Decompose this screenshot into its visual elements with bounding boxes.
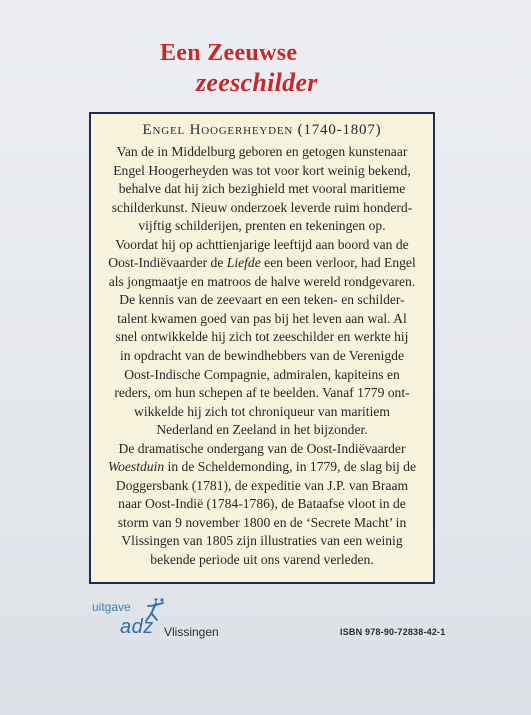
blurb-line: als jongmaatje en matroos de halve wereld rondgevaren.	[108, 273, 416, 289]
blurb-line: snel ontwikkelde hij zich tot zeeschilder en werkte hij	[115, 329, 409, 345]
blurb-line: bekende periode uit ons varend verleden.	[150, 552, 374, 568]
blurb-line: wikkelde hij zich tot chroniqueur van maritiem	[134, 403, 390, 419]
publisher-name: adz	[120, 616, 154, 638]
blurb-line: Vlissingen van 1805 zijn illustraties van een weinig	[121, 533, 403, 549]
blurb-line: Engel Hoogerheyden was tot voor kort weinig bekend,	[113, 162, 411, 178]
blurb-line: Nederland en Zeeland in het bijzonder.	[156, 422, 368, 438]
publisher-logo	[92, 596, 252, 644]
ship-name: Liefde	[226, 255, 261, 271]
publisher-prefix: uitgave	[92, 600, 131, 614]
blurb-text	[101, 143, 423, 570]
publisher-city: Vlissingen	[164, 625, 219, 639]
blurb-line: schilderkunst. Nieuw onderzoek leverde ruim honderd-	[111, 199, 413, 215]
blurb-line: talent kwamen goed van pas bij het leven aan wal. Al	[117, 310, 407, 326]
title-line-2: zeeschilder	[196, 68, 318, 97]
blurb-line: vijftig schilderijen, prenten en tekeningen op.	[138, 218, 386, 234]
blurb-line: behalve dat hij zich bezighield met vooral maritieme	[118, 181, 406, 197]
blurb-line: reders, om hun schepen af te beelden. Vanaf 1779 ont-	[114, 385, 410, 401]
blurb-line: Van de in Middelburg geboren en getogen kunstenaar	[116, 144, 408, 159]
title-line-1: Een Zeeuwse	[160, 40, 298, 66]
blurb-line: storm van 9 november 1800 en de ‘Secrete Macht’ in	[117, 514, 407, 530]
blurb-line: in opdracht van de bewindhebbers van de Verenigde	[120, 348, 404, 364]
blurb-heading: Engel Hoogerheyden (1740-1807)	[142, 122, 382, 138]
ship-name: Woestduin	[108, 459, 165, 475]
blurb-line: Oost-Indische Compagnie, admiralen, kapiteins en	[124, 366, 400, 382]
blurb-line: Woestduin in de Scheldemonding, in 1779, de slag bij de	[108, 459, 416, 475]
blurb-line: De dramatische ondergang van de Oost-Indiëvaarder	[118, 440, 406, 456]
isbn-number: ISBN 978-90-72838-42-1	[340, 627, 446, 637]
blurb-line: De kennis van de zeevaart en een teken- en schilder-	[119, 292, 405, 308]
blurb-panel	[89, 112, 435, 584]
blurb-line: naar Oost-Indië (1784-1786), de Bataafse vloot in de	[118, 496, 406, 512]
blurb-line: Oost-Indiëvaarder de Liefde een been verloor, had Engel	[108, 255, 416, 271]
blurb-line: Doggersbank (1781), de expeditie van J.P. van Braam	[115, 477, 409, 493]
blurb-line: Voordat hij op achttienjarige leeftijd aan boord van de	[115, 236, 409, 252]
